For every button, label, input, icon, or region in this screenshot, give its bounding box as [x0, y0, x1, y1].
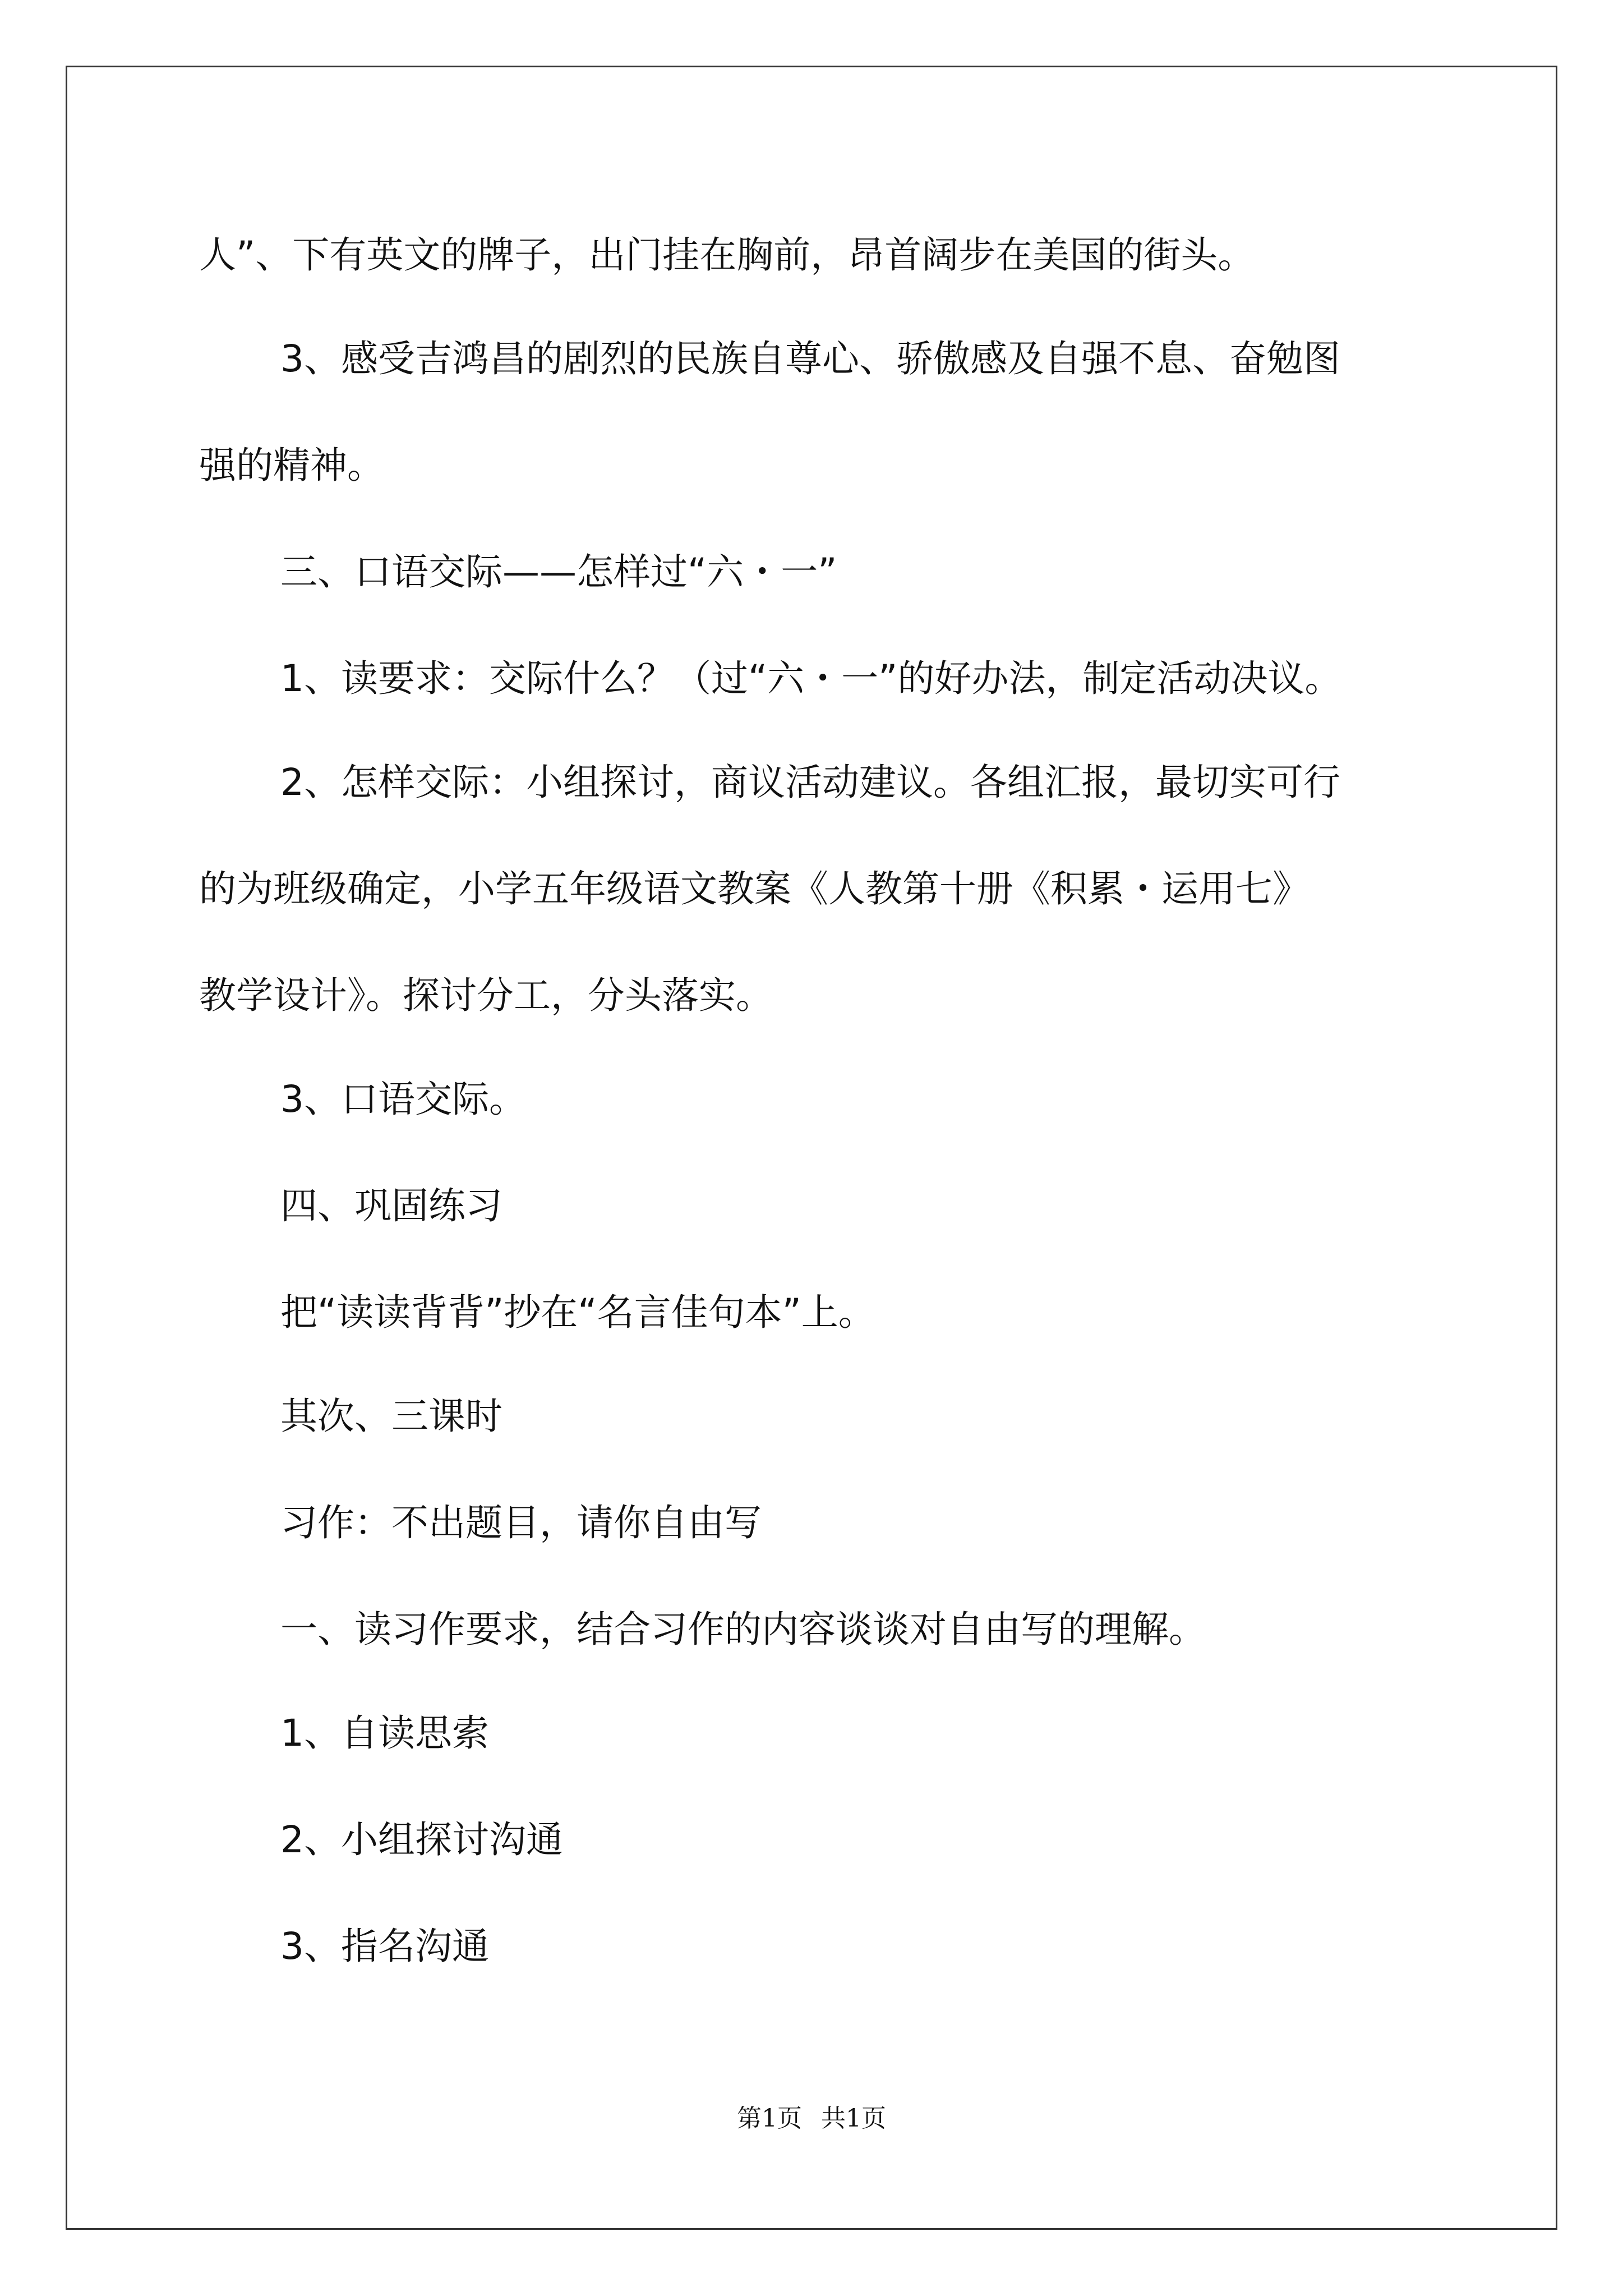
- paragraph-line: 教学设计》。探讨分工，分头落实。: [199, 974, 773, 1017]
- section-heading: 四、巩固练习: [280, 1184, 502, 1227]
- page-number: 第1页: [737, 2104, 802, 2133]
- paragraph-line: 2、小组探讨沟通: [280, 1818, 563, 1861]
- paragraph-line: 的为班级确定，小学五年级语文教案《人教第十册《积累・运用七》: [199, 867, 1310, 910]
- paragraph-line: 3、口语交际。: [280, 1078, 526, 1121]
- paragraph-line: 3、感受吉鸿昌的剧烈的民族自尊心、骄傲感及自强不息、奋勉图: [280, 337, 1340, 380]
- section-heading: 其次、三课时: [280, 1395, 502, 1438]
- paragraph-line: 1、读要求：交际什么？（过“六・一”的好办法，制定活动决议。: [280, 657, 1342, 700]
- paragraph-line: 3、指名沟通: [280, 1925, 489, 1968]
- paragraph-line: 习作：不出题目，请你自由写: [280, 1501, 762, 1544]
- paragraph-line: 把“读读背背”抄在“名言佳句本”上。: [280, 1291, 875, 1334]
- paragraph-line: 强的精神。: [199, 444, 384, 487]
- section-heading: 三、口语交际——怎样过“六・一”: [280, 550, 837, 593]
- section-heading: 一、读习作要求，结合习作的内容谈谈对自由写的理解。: [280, 1608, 1206, 1651]
- page-total: 共1页: [821, 2104, 886, 2133]
- paragraph-line: 2、怎样交际：小组探讨，商议活动建议。各组汇报，最切实可行: [280, 761, 1340, 804]
- paragraph-line: 人”、下有英文的牌子，出门挂在胸前，昂首阔步在美国的街头。: [199, 233, 1255, 277]
- paragraph-line: 1、自读思索: [280, 1711, 489, 1755]
- page-border: [66, 66, 1557, 2230]
- page-footer: [0, 2098, 1623, 2134]
